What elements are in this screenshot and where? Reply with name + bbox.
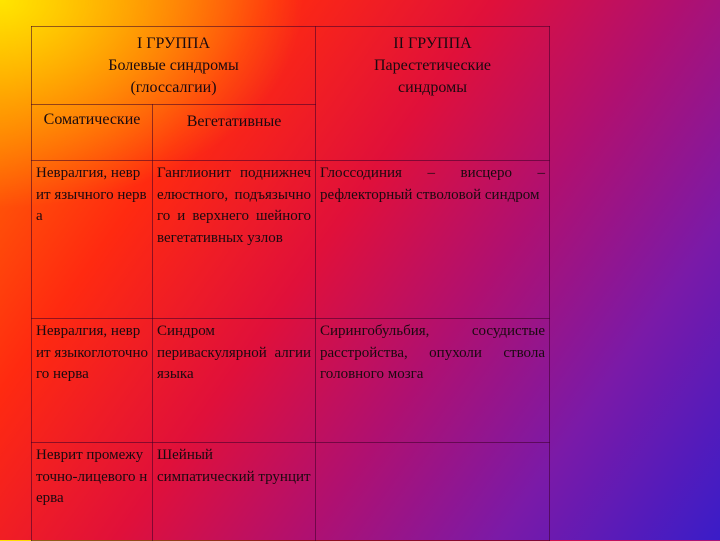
group1-header <box>32 27 316 105</box>
group2-subtitle-2: синдромы <box>398 79 467 96</box>
group1-subtitle: Болевые синдромы <box>108 57 239 74</box>
group2-header <box>316 27 550 161</box>
vegetative-cell: Синдром периваскулярной алгии языка <box>153 319 316 443</box>
group2-title: II ГРУППА <box>393 35 472 52</box>
paresthetic-cell <box>316 443 550 541</box>
paresthetic-cell: Глоссодиния – висцеро – рефлекторный стволовой синдром <box>316 161 550 319</box>
vegetative-cell: Ганглионит поднижнечелюстного, подъязычного и верхнего шейного вегетативных узлов <box>153 161 316 319</box>
group-header-row <box>32 27 550 105</box>
paresthetic-cell: Сирингобульбия, сосудистые расстройства, опухоли ствола головного мозга <box>316 319 550 443</box>
somatic-header: Соматические <box>32 105 153 161</box>
somatic-cell: Невралгия, неврит языкоглоточного нерва <box>32 319 153 443</box>
somatic-cell: Невралгия, неврит язычного нерва <box>32 161 153 319</box>
somatic-cell: Неврит промежуточно-лицевого нерва <box>32 443 153 541</box>
vegetative-cell: Шейный симпатический трунцит <box>153 443 316 541</box>
group1-title: I ГРУППА <box>136 35 211 52</box>
table-row <box>32 319 550 443</box>
glossalgia-classification-table <box>31 26 550 541</box>
table-row <box>32 443 550 541</box>
vegetative-header: Вегетативные <box>153 105 316 161</box>
group1-subtitle-paren: (глоссалгии) <box>130 79 217 96</box>
table-row <box>32 161 550 319</box>
group2-subtitle: Парестетические <box>374 57 491 74</box>
